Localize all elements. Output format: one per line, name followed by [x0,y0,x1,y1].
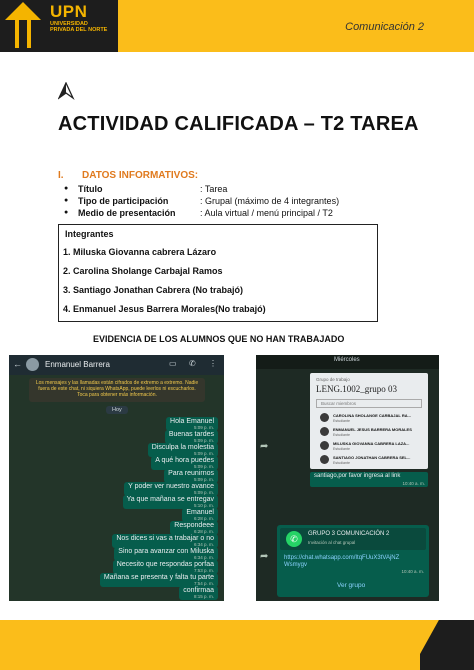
message-text: Nos dices si vas a trabajar o no [116,535,214,542]
forward-icon[interactable]: ➦ [260,441,269,452]
info-row [64,195,339,207]
message-time: 5:09 p. m. [193,438,214,443]
message-time: 10:40 a. m. [402,481,425,486]
member-role: Estudiante [333,433,350,437]
message-time: 6:28 p. m. [193,529,214,534]
message-time: 5:10 p. m. [193,503,214,508]
message-time: 6:28 p. m. [193,516,214,521]
chat-message[interactable] [123,495,218,509]
info-row [64,183,339,195]
chat-screenshot-2 [256,355,439,601]
message-text: Y poder ver nuestro avance [128,483,214,490]
member-row[interactable] [320,439,424,453]
member-row[interactable] [320,411,424,425]
whatsapp-icon: ✆ [286,531,302,547]
group-name: LENG.1002_grupo 03 [316,384,397,394]
member-row[interactable] [320,453,424,467]
info-value: : Grupal (máximo de 4 integrantes) [200,196,340,206]
message-time: 10:40 a. m. [401,569,424,574]
video-call-icon[interactable]: ▭ [169,359,177,368]
chat-message[interactable] [112,534,218,548]
view-group-button[interactable]: Ver grupo [337,582,366,589]
info-label: Título [78,184,103,194]
info-row [64,207,339,219]
invite-preview[interactable] [280,528,426,550]
date-bar [256,355,439,369]
member-row[interactable] [320,425,424,439]
group-members-card[interactable] [310,373,428,469]
member-name: SANTIAGO JONATHAN CABRERA SEL... [333,455,411,460]
message-time: 8:15 p. m. [193,594,214,599]
navigation-arrow-icon [58,82,76,100]
footer-band [0,620,420,670]
more-options-icon[interactable]: ⋮ [209,359,217,368]
info-label: Medio de presentación [78,208,176,218]
chat-message[interactable] [113,560,218,574]
group-invite-message[interactable] [277,525,429,597]
back-arrow-icon[interactable]: ← [13,359,22,369]
invite-link[interactable]: https://chat.whatsapp.com/ItqFUuX3tVAjNZWsmygv [284,555,400,568]
message-time: 6:34 p. m. [193,555,214,560]
section-number: I. [58,170,64,181]
chat-message[interactable] [164,469,218,483]
message-text: Mañana se presenta y falta tu parte [103,574,214,581]
message-time: 5:09 p. m. [193,451,214,456]
invite-group-name: GRUPO 3 COMUNICACIÓN 2 [308,531,390,537]
message-time: 5:09 p. m. [193,490,214,495]
contact-name: Enmanuel Barrera [45,360,110,369]
bullet-icon: ● [64,185,69,192]
invite-subtitle: Invitación al chat grupal [308,540,356,545]
message-time: 7:54 p. m. [193,581,214,586]
message-text: Necesito que respondas porfaa [116,561,214,568]
message-text: Para reunirnos [168,470,214,477]
member-item: 3. Santiago Jonathan Cabrera (No trabajó) [63,285,244,295]
message-text: A qué hora puedes [155,457,214,464]
message-text: confirmaa [183,587,214,594]
avatar[interactable] [26,358,39,371]
upn-arrow-icon [5,2,41,48]
forward-icon[interactable]: ➦ [260,551,269,562]
message-text: Buenas tardes [168,431,214,438]
info-label: Tipo de participación [78,196,169,206]
card-caption: Grupo de trabajo [316,377,350,382]
chat-header [9,355,224,375]
section-heading [58,170,198,181]
members-box [58,224,378,322]
message-text: Ya que mañana se entregav [126,496,214,503]
message-text: Respondeee [174,522,214,529]
message-time: 5:09 p. m. [193,477,214,482]
chat-message[interactable] [151,456,218,470]
upn-logo [0,0,118,52]
bullet-icon: ● [64,197,69,204]
member-role: Estudiante [333,419,350,423]
member-item: 2. Carolina Sholange Carbajal Ramos [63,266,223,276]
member-name: ENMANUEL JESUS BARRERA MORALES [333,427,412,432]
message-text: Emanuel [186,509,214,516]
day-label: Hoy [106,406,128,414]
avatar [320,413,329,422]
encryption-notice[interactable]: Los mensajes y las llamadas están cifrados de extremo a extremo. Nadie fuera de este chat, ni siquiera WhatsApp, puede leerlos ni escucharlos. Toca para obtener más información. [29,378,205,402]
footer-corner [420,620,474,670]
bullet-icon: ● [64,209,69,216]
message-time: 5:09 p. m. [193,464,214,469]
chat-message[interactable] [179,586,218,600]
date-label: Miércoles [334,357,360,363]
avatar [320,455,329,464]
chat-message[interactable] [182,508,218,522]
page-title: ACTIVIDAD CALIFICADA – T2 TAREA [58,113,419,135]
message-time: 7:53 p. m. [193,568,214,573]
chat-message[interactable] [166,417,218,431]
section-title: DATOS INFORMATIVOS: [82,170,199,181]
info-value: : Aula virtual / menú principal / T2 [200,208,333,218]
chat-message[interactable] [170,521,218,535]
info-list [64,183,339,219]
member-name: CAROLINA SHOLANGE CARBAJAL RA... [333,413,412,418]
member-role: Estudiante [333,461,350,465]
members-heading: Integrantes [65,229,114,239]
chat-message[interactable] [165,430,218,444]
chat-message[interactable] [310,472,428,487]
member-item: 4. Enmanuel Jesus Barrera Morales(No trabajó) [63,304,266,314]
chat-screenshot-1 [9,355,224,601]
avatar [320,427,329,436]
member-item: 1. Miluska Giovanna cabrera Lázaro [63,247,217,257]
member-name: MILUSKA GIOVANNA CABRERA LAZA... [333,441,410,446]
chat-message[interactable] [100,573,218,587]
evidence-heading: EVIDENCIA DE LOS ALUMNOS QUE NO HAN TRABAJADO [93,334,345,344]
chat-message[interactable] [114,547,218,561]
avatar [320,441,329,450]
search-members-input[interactable]: Buscar miembros [316,399,422,408]
message-text: Sino para avanzar con Miluska [118,548,214,555]
phone-icon[interactable]: ✆ [189,359,196,368]
member-role: Estudiante [333,447,350,451]
page-header [0,0,474,52]
chat-message[interactable] [148,443,218,457]
info-value: : Tarea [200,184,228,194]
logo-subtext: UNIVERSIDAD PRIVADA DEL NORTE [50,21,108,33]
message-text: santiago,por favor ingresa al link [314,473,401,479]
message-text: Disculpa la molestia [151,444,214,451]
message-time: 6:34 p. m. [193,542,214,547]
message-time: 5:09 p. m. [193,425,214,430]
logo-text: UPN [50,2,88,21]
message-text: Hola Emanuel [170,418,214,425]
course-name: Comunicación 2 [345,21,424,33]
chat-message[interactable] [124,482,218,496]
